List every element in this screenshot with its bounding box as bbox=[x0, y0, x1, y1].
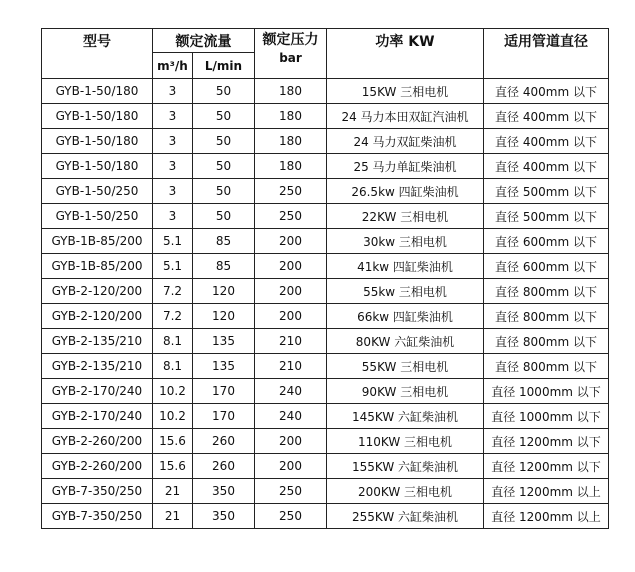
cell-pressure: 200 bbox=[255, 304, 327, 329]
cell-flow-m3h: 7.2 bbox=[153, 304, 193, 329]
cell-flow-lmin: 50 bbox=[193, 104, 255, 129]
cell-pressure: 240 bbox=[255, 404, 327, 429]
table-row bbox=[42, 379, 609, 404]
cell-model: GYB-2-170/240 bbox=[42, 379, 153, 404]
cell-flow-m3h: 3 bbox=[153, 154, 193, 179]
cell-pressure: 200 bbox=[255, 429, 327, 454]
cell-flow-m3h: 8.1 bbox=[153, 354, 193, 379]
cell-pressure: 250 bbox=[255, 504, 327, 529]
cell-flow-m3h: 3 bbox=[153, 104, 193, 129]
table-row bbox=[42, 154, 609, 179]
table-row bbox=[42, 429, 609, 454]
cell-power: 145KW 六缸柴油机 bbox=[327, 404, 484, 429]
cell-model: GYB-2-135/210 bbox=[42, 354, 153, 379]
cell-flow-m3h: 3 bbox=[153, 129, 193, 154]
cell-flow-lmin: 170 bbox=[193, 379, 255, 404]
cell-flow-m3h: 15.6 bbox=[153, 429, 193, 454]
cell-pipe: 直径 400mm 以下 bbox=[484, 79, 609, 104]
cell-flow-m3h: 10.2 bbox=[153, 404, 193, 429]
cell-flow-m3h: 3 bbox=[153, 204, 193, 229]
cell-flow-lmin: 50 bbox=[193, 79, 255, 104]
header-pressure bbox=[255, 29, 327, 79]
cell-power: 15KW 三相电机 bbox=[327, 79, 484, 104]
cell-power: 55KW 三相电机 bbox=[327, 354, 484, 379]
cell-flow-m3h: 21 bbox=[153, 479, 193, 504]
cell-pressure: 200 bbox=[255, 229, 327, 254]
cell-pipe: 直径 800mm 以下 bbox=[484, 354, 609, 379]
cell-flow-m3h: 7.2 bbox=[153, 279, 193, 304]
cell-flow-m3h: 15.6 bbox=[153, 454, 193, 479]
cell-flow-lmin: 135 bbox=[193, 329, 255, 354]
cell-flow-lmin: 350 bbox=[193, 479, 255, 504]
cell-flow-lmin: 260 bbox=[193, 454, 255, 479]
cell-power: 155KW 六缸柴油机 bbox=[327, 454, 484, 479]
cell-model: GYB-2-260/200 bbox=[42, 454, 153, 479]
cell-flow-lmin: 50 bbox=[193, 129, 255, 154]
cell-pressure: 200 bbox=[255, 254, 327, 279]
cell-pressure: 210 bbox=[255, 354, 327, 379]
table-row bbox=[42, 329, 609, 354]
cell-power: 26.5kw 四缸柴油机 bbox=[327, 179, 484, 204]
cell-pipe: 直径 1200mm 以上 bbox=[484, 504, 609, 529]
cell-pressure: 250 bbox=[255, 179, 327, 204]
cell-model: GYB-7-350/250 bbox=[42, 479, 153, 504]
table-row bbox=[42, 404, 609, 429]
cell-model: GYB-1B-85/200 bbox=[42, 254, 153, 279]
table-row bbox=[42, 179, 609, 204]
cell-pressure: 200 bbox=[255, 454, 327, 479]
cell-pressure: 180 bbox=[255, 154, 327, 179]
cell-model: GYB-1-50/250 bbox=[42, 204, 153, 229]
cell-flow-lmin: 85 bbox=[193, 229, 255, 254]
cell-pressure: 210 bbox=[255, 329, 327, 354]
cell-flow-lmin: 50 bbox=[193, 179, 255, 204]
cell-power: 22KW 三相电机 bbox=[327, 204, 484, 229]
header-power: 功率 KW bbox=[327, 29, 484, 79]
cell-pipe: 直径 600mm 以下 bbox=[484, 254, 609, 279]
cell-model: GYB-2-120/200 bbox=[42, 279, 153, 304]
cell-pipe: 直径 400mm 以下 bbox=[484, 154, 609, 179]
cell-flow-m3h: 10.2 bbox=[153, 379, 193, 404]
cell-model: GYB-1-50/180 bbox=[42, 79, 153, 104]
table-row bbox=[42, 204, 609, 229]
cell-model: GYB-2-120/200 bbox=[42, 304, 153, 329]
header-flow-m3h: m³/h bbox=[153, 53, 193, 79]
cell-power: 80KW 六缸柴油机 bbox=[327, 329, 484, 354]
table-row bbox=[42, 479, 609, 504]
cell-pipe: 直径 400mm 以下 bbox=[484, 104, 609, 129]
cell-flow-m3h: 3 bbox=[153, 179, 193, 204]
table-row bbox=[42, 304, 609, 329]
cell-power: 200KW 三相电机 bbox=[327, 479, 484, 504]
cell-flow-lmin: 170 bbox=[193, 404, 255, 429]
header-model: 型号 bbox=[42, 29, 153, 79]
table-row bbox=[42, 129, 609, 154]
cell-power: 30kw 三相电机 bbox=[327, 229, 484, 254]
cell-flow-lmin: 135 bbox=[193, 354, 255, 379]
header-pressure-label: 额定压力 bbox=[262, 32, 319, 48]
cell-power: 90KW 三相电机 bbox=[327, 379, 484, 404]
cell-model: GYB-2-170/240 bbox=[42, 404, 153, 429]
cell-flow-lmin: 120 bbox=[193, 304, 255, 329]
cell-pipe: 直径 800mm 以下 bbox=[484, 304, 609, 329]
header-flow: 额定流量 bbox=[153, 29, 255, 53]
spec-table bbox=[41, 28, 609, 529]
cell-flow-lmin: 120 bbox=[193, 279, 255, 304]
table-row bbox=[42, 229, 609, 254]
cell-flow-lmin: 260 bbox=[193, 429, 255, 454]
cell-flow-m3h: 21 bbox=[153, 504, 193, 529]
cell-power: 25 马力单缸柴油机 bbox=[327, 154, 484, 179]
cell-pipe: 直径 1000mm 以下 bbox=[484, 404, 609, 429]
cell-power: 41kw 四缸柴油机 bbox=[327, 254, 484, 279]
cell-pipe: 直径 800mm 以下 bbox=[484, 329, 609, 354]
cell-power: 66kw 四缸柴油机 bbox=[327, 304, 484, 329]
cell-model: GYB-2-135/210 bbox=[42, 329, 153, 354]
cell-flow-m3h: 5.1 bbox=[153, 229, 193, 254]
cell-model: GYB-2-260/200 bbox=[42, 429, 153, 454]
table-row bbox=[42, 454, 609, 479]
cell-pipe: 直径 500mm 以下 bbox=[484, 204, 609, 229]
cell-pipe: 直径 600mm 以下 bbox=[484, 229, 609, 254]
cell-model: GYB-1-50/180 bbox=[42, 104, 153, 129]
cell-power: 24 马力本田双缸汽油机 bbox=[327, 104, 484, 129]
table-row bbox=[42, 279, 609, 304]
table-row bbox=[42, 254, 609, 279]
cell-pressure: 200 bbox=[255, 279, 327, 304]
table-row bbox=[42, 104, 609, 129]
cell-pressure: 250 bbox=[255, 479, 327, 504]
cell-flow-lmin: 85 bbox=[193, 254, 255, 279]
cell-pressure: 180 bbox=[255, 104, 327, 129]
table-row bbox=[42, 354, 609, 379]
cell-pipe: 直径 800mm 以下 bbox=[484, 279, 609, 304]
cell-power: 110KW 三相电机 bbox=[327, 429, 484, 454]
cell-model: GYB-1-50/250 bbox=[42, 179, 153, 204]
cell-flow-m3h: 3 bbox=[153, 79, 193, 104]
cell-pressure: 180 bbox=[255, 79, 327, 104]
header-pressure-unit: bar bbox=[279, 51, 302, 65]
cell-flow-m3h: 8.1 bbox=[153, 329, 193, 354]
cell-pipe: 直径 1200mm 以下 bbox=[484, 429, 609, 454]
header-pipe: 适用管道直径 bbox=[484, 29, 609, 79]
table-row bbox=[42, 504, 609, 529]
cell-power: 255KW 六缸柴油机 bbox=[327, 504, 484, 529]
cell-pressure: 180 bbox=[255, 129, 327, 154]
cell-model: GYB-1B-85/200 bbox=[42, 229, 153, 254]
cell-pipe: 直径 1000mm 以下 bbox=[484, 379, 609, 404]
cell-flow-lmin: 50 bbox=[193, 154, 255, 179]
cell-pressure: 250 bbox=[255, 204, 327, 229]
cell-pipe: 直径 500mm 以下 bbox=[484, 179, 609, 204]
cell-flow-lmin: 50 bbox=[193, 204, 255, 229]
cell-pipe: 直径 400mm 以下 bbox=[484, 129, 609, 154]
header-flow-lmin: L/min bbox=[193, 53, 255, 79]
cell-power: 24 马力双缸柴油机 bbox=[327, 129, 484, 154]
cell-pipe: 直径 1200mm 以下 bbox=[484, 454, 609, 479]
cell-pressure: 240 bbox=[255, 379, 327, 404]
cell-pipe: 直径 1200mm 以上 bbox=[484, 479, 609, 504]
cell-model: GYB-1-50/180 bbox=[42, 154, 153, 179]
cell-power: 55kw 三相电机 bbox=[327, 279, 484, 304]
table-row bbox=[42, 79, 609, 104]
cell-model: GYB-7-350/250 bbox=[42, 504, 153, 529]
cell-model: GYB-1-50/180 bbox=[42, 129, 153, 154]
cell-flow-m3h: 5.1 bbox=[153, 254, 193, 279]
cell-flow-lmin: 350 bbox=[193, 504, 255, 529]
